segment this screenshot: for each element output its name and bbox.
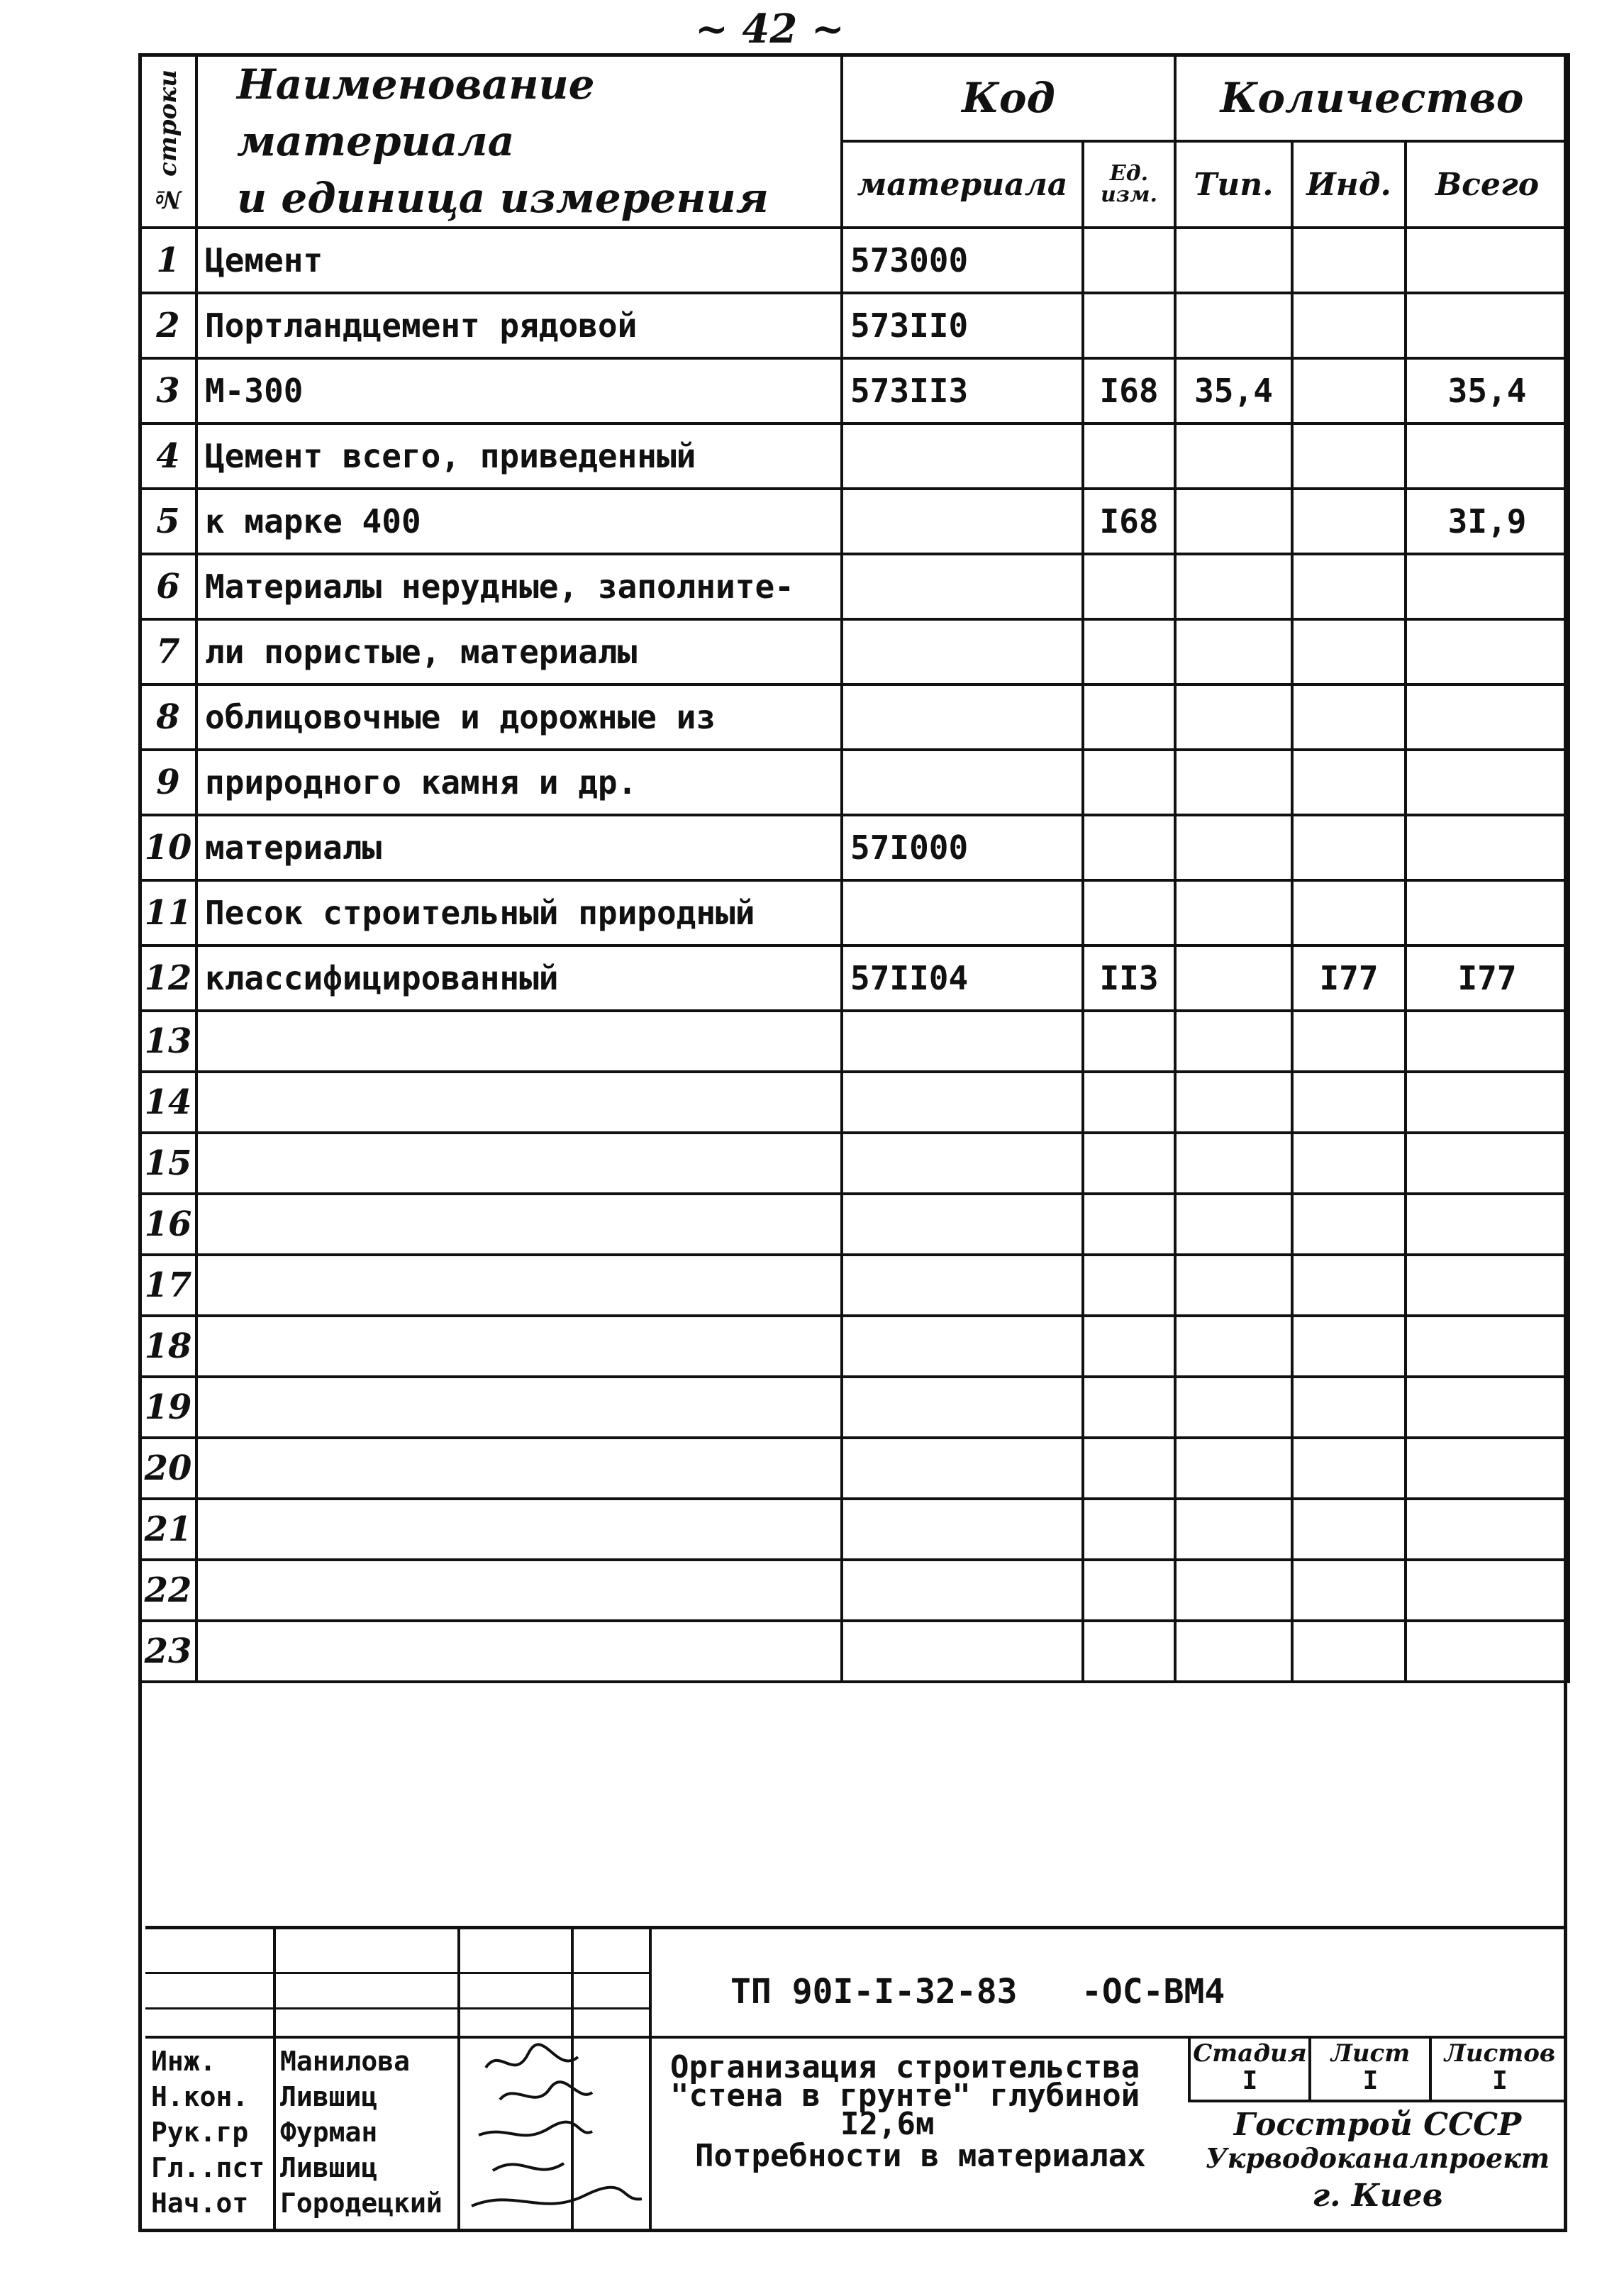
title-line4: Потребности в материалах [695,2138,1146,2174]
material-name: Цемент [196,228,842,293]
stage-value: I [1242,2066,1258,2095]
row-number: 6 [140,554,196,619]
signatory-name: Манилова [280,2046,411,2077]
material-code: 573II3 [842,358,1083,423]
doc-suffix: -ОС-ВМ4 [1081,1972,1225,2012]
signatory-name: Лившиц [280,2081,378,2112]
signatory-row [145,2116,457,2151]
title-line1: Организация строительства [670,2049,1140,2085]
row-number: 14 [140,1072,196,1133]
signatory-role: Рук.гр [151,2117,249,2148]
header-row-number: № строки [140,55,196,228]
material-name: Песок строительный природный [196,880,842,946]
sheet-label: Лист [1330,2039,1411,2068]
row-number: 22 [140,1560,196,1621]
material-name: природного камня и др. [196,750,842,815]
signatures [457,2039,649,2232]
row-number: 19 [140,1377,196,1438]
signatory-role: Гл..пст [151,2152,265,2183]
row-number: 23 [140,1621,196,1682]
material-name: Цемент всего, приведенный [196,423,842,489]
title-line2: "стена в грунте" глубиной [670,2078,1140,2114]
unit-code: I68 [1083,489,1175,554]
row-number: 1 [140,228,196,293]
row-number: 20 [140,1438,196,1499]
material-name: облицовочные и дорожные из [196,684,842,750]
material-name: материалы [196,815,842,880]
material-code: 57II04 [842,946,1083,1011]
signatory-name: Лившиц [280,2152,378,2183]
material-name: к марке 400 [196,489,842,554]
row-number: 11 [140,880,196,946]
sheets-label: Листов [1444,2039,1556,2068]
doc-code: ТП 90I-I-32-83 [730,1972,1018,2012]
header-code-material: материала [842,141,1083,228]
signatories [145,2045,457,2222]
row-number: 18 [140,1316,196,1377]
material-name: Материалы нерудные, заполните- [196,554,842,619]
row-number: 8 [140,684,196,750]
material-name: классифицированный [196,946,842,1011]
row-number: 12 [140,946,196,1011]
header-qty-typ: Тип. [1175,141,1292,228]
signatory-row [145,2080,457,2116]
row-number: 15 [140,1133,196,1194]
header-name-line1: Наименование материала [237,60,595,165]
row-number: 3 [140,358,196,423]
signatory-row [145,2045,457,2080]
signatory-role: Инж. [151,2046,216,2077]
header-code: Код [842,55,1175,141]
org-line2: Укрводоканалпроект [1205,2142,1550,2174]
row-number: 4 [140,423,196,489]
title-line3: I2,6м [840,2106,935,2142]
qty-typ: 35,4 [1175,358,1292,423]
page-number: ~ 42 ~ [695,6,845,52]
material-name: ли пористые, материалы [196,619,842,684]
stage-label: Стадия [1193,2039,1307,2068]
row-number: 10 [140,815,196,880]
signatory-row [145,2187,457,2222]
header-qty-ind: Инд. [1292,141,1406,228]
row-number: 7 [140,619,196,684]
sheet-value: I [1362,2066,1379,2095]
title-block [145,1926,1567,2232]
qty-ind: I77 [1292,946,1406,1011]
header-name-line2: и единица измерения [237,174,769,222]
row-number: 9 [140,750,196,815]
signatory-row [145,2151,457,2187]
material-name: Портландцемент рядовой [196,293,842,358]
signatory-role: Нач.от [151,2188,249,2219]
row-number: 2 [140,293,196,358]
material-code: 573000 [842,228,1083,293]
page-frame [138,53,1567,2232]
org-line1: Госстрой СССР [1233,2107,1522,2143]
row-number: 16 [140,1194,196,1255]
row-number: 5 [140,489,196,554]
material-code: 57I000 [842,815,1083,880]
material-code: 573II0 [842,293,1083,358]
unit-code: I68 [1083,358,1175,423]
qty-total: I77 [1406,946,1569,1011]
signatory-role: Н.кон. [151,2081,249,2112]
row-number: 21 [140,1499,196,1560]
signatory-name: Городецкий [280,2188,443,2219]
header-qty-total: Всего [1406,141,1569,228]
header-quantity: Количество [1175,55,1569,141]
row-number: 13 [140,1011,196,1072]
header-code-unit: Ед. изм. [1083,141,1175,228]
org-line3: г. Киев [1312,2178,1443,2214]
row-number: 17 [140,1255,196,1316]
material-name: М-300 [196,358,842,423]
qty-total: 35,4 [1406,358,1569,423]
qty-total: 3I,9 [1406,489,1569,554]
unit-code: II3 [1083,946,1175,1011]
signatory-name: Фурман [280,2117,378,2148]
sheets-value: I [1492,2066,1508,2095]
